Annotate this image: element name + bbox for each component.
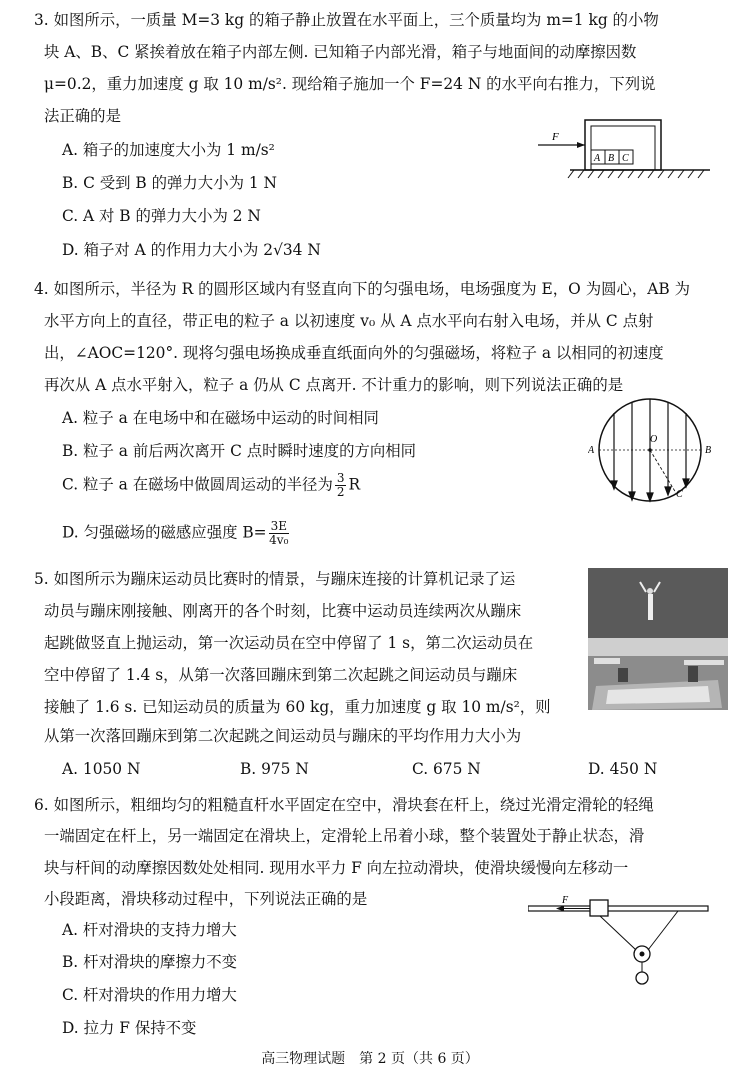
q3-option-a: A. 箱子的加速度大小为 1 m/s² — [62, 141, 275, 159]
q4-option-c — [62, 472, 360, 499]
q6-line-2: 一端固定在杆上，另一端固定在滑块上，定滑轮上吊着小球，整个装置处于静止状态，滑 — [44, 827, 645, 845]
point-a-label: A — [588, 445, 595, 456]
q5-line-3: 起跳做竖直上抛运动，第一次运动员在空中停留了 1 s，第二次运动员在 — [44, 634, 534, 652]
q3-option-d: D. 箱子对 A 的作用力大小为 2√34 N — [62, 241, 321, 259]
q5-answer-b: B. 975 N — [240, 760, 309, 778]
page-footer: 高三物理试题 第 2 页（共 6 页） — [261, 1051, 479, 1067]
q4-line-3: 出，∠AOC=120°. 现将匀强电场换成垂直纸面向外的匀强磁场，将粒子 a 以相同的初速度 — [44, 344, 664, 362]
point-c-label: C — [676, 489, 683, 500]
q5-line-5: 接触了 1.6 s. 已知运动员的质量为 60 kg，重力加速度 g 取 10 m/s²，则 — [44, 698, 551, 716]
q6-option-d: D. 拉力 F 保持不变 — [62, 1019, 197, 1037]
q4-option-c-text: C. 粒子 a 在磁场中做圆周运动的半径为 — [62, 475, 333, 494]
q3-line-3: μ=0.2，重力加速度 g 取 10 m/s². 现给箱子施加一个 F=24 N 的水平向右推力，下列说 — [44, 75, 656, 93]
trampoline-photo — [588, 568, 728, 710]
q4-option-a: A. 粒子 a 在电场中和在磁场中运动的时间相同 — [62, 409, 379, 427]
fraction-numerator: 3 — [336, 471, 345, 485]
q3-line-1: 3. 如图所示，一质量 M=3 kg 的箱子静止放置在水平面上，三个质量均为 m=1 kg 的小物 — [34, 11, 659, 29]
q3-line-4: 法正确的是 — [44, 107, 121, 125]
block-c-label: C — [622, 153, 629, 164]
q5-line-4: 空中停留了 1.4 s，从第一次落回蹦床到第二次起跳之间运动员与蹦床 — [44, 666, 518, 684]
q4-option-b: B. 粒子 a 前后两次离开 C 点时瞬时速度的方向相同 — [62, 442, 417, 460]
point-o-label: O — [650, 434, 658, 445]
q6-option-b: B. 杆对滑块的摩擦力不变 — [62, 953, 238, 971]
q3-option-c: C. A 对 B 的弹力大小为 2 N — [62, 207, 261, 225]
fraction-denominator: 4v₀ — [269, 533, 289, 547]
q6-line-3: 块与杆间的动摩擦因数处处相同. 现用水平力 F 向左拉动滑块，使滑块缓慢向左移动一 — [44, 859, 629, 877]
q5-line-1: 5. 如图所示为蹦床运动员比赛时的情景，与蹦床连接的计算机记录了运 — [34, 570, 516, 588]
q5-answer-d: D. 450 N — [588, 760, 658, 778]
q4-line-2: 水平方向上的直径，带正电的粒子 a 以初速度 v₀ 从 A 点水平向右射入电场，并从 C 点射 — [44, 312, 654, 330]
q6-option-a: A. 杆对滑块的支持力增大 — [62, 921, 237, 939]
pulley-rod-diagram — [528, 892, 720, 994]
q5-answer-a: A. 1050 N — [62, 760, 141, 778]
q4-option-d — [62, 520, 291, 547]
circle-field-diagram — [588, 397, 718, 509]
q6-option-c: C. 杆对滑块的作用力增大 — [62, 986, 237, 1004]
q3-option-b: B. C 受到 B 的弹力大小为 1 N — [62, 174, 278, 192]
fraction — [269, 520, 289, 547]
block-b-label: B — [608, 153, 615, 164]
fraction — [335, 472, 347, 499]
box-diagram — [530, 112, 730, 182]
q6-line-1: 6. 如图所示，粗细均匀的粗糙直杆水平固定在空中，滑块套在杆上，绕过光滑定滑轮的轻绳 — [34, 796, 654, 814]
q6-line-4: 小段距离，滑块移动过程中，下列说法正确的是 — [44, 890, 368, 908]
q4-line-4: 再次从 A 点水平射入，粒子 a 仍从 C 点离开. 不计重力的影响，则下列说法正确的是 — [44, 376, 624, 394]
point-b-label: B — [705, 445, 712, 456]
q3-line-2: 块 A、B、C 紧挨着放在箱子内部左侧. 已知箱子内部光滑，箱子与地面间的动摩擦因数 — [44, 43, 637, 61]
q4-option-d-text: D. 匀强磁场的磁感应强度 B= — [62, 523, 267, 542]
q5-answer-c: C. 675 N — [412, 760, 481, 778]
force-label: F — [552, 131, 559, 143]
q5-line-2: 动员与蹦床刚接触、刚离开的各个时刻，比赛中运动员连续两次从蹦床 — [44, 602, 522, 620]
fraction-denominator: 2 — [336, 485, 345, 499]
fraction-numerator: 3E — [270, 519, 287, 533]
q4-line-1: 4. 如图所示，半径为 R 的圆形区域内有竖直向下的匀强电场，电场强度为 E，O 为圆心，AB 为 — [34, 280, 690, 298]
q5-line-6: 从第一次落回蹦床到第二次起跳之间运动员与蹦床的平均作用力大小为 — [44, 727, 522, 745]
pull-force-label: F — [562, 895, 569, 906]
block-a-label: A — [594, 153, 601, 164]
q4-option-c-unit: R — [348, 475, 361, 494]
